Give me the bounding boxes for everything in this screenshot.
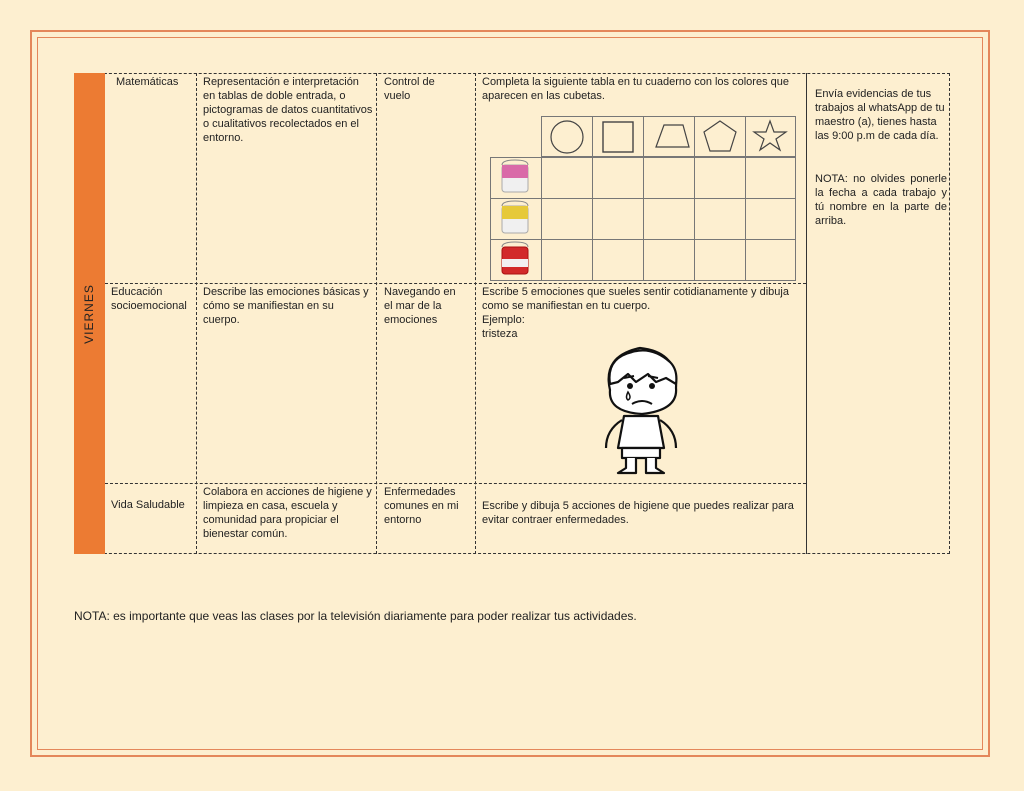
col-divider <box>376 73 377 554</box>
day-label: VIERNES <box>82 284 96 344</box>
subject-socioemotional: Educación socioemocional <box>111 286 187 312</box>
program-healthy-life: Enfermedades comunes en mi entorno <box>384 486 459 526</box>
activity-socioemotional: Escribe 5 emociones que sueles sentir cotidianamente y dibuja como se manifiestan en tu cuerpo. <box>482 286 789 312</box>
program-socioemotional: Navegando en el mar de la emociones <box>384 286 456 326</box>
activity-healthy-life: Escribe y dibuja 5 acciones de higiene que puedes realizar para evitar contraer enfermedades. <box>482 500 794 526</box>
col-divider <box>475 73 476 554</box>
pentagon-icon <box>704 121 736 151</box>
evidence-instructions: Envía evidencias de tus trabajos al whatsApp de tu maestro (a), tienes hasta las 9:00 p.m de cada día. <box>815 88 945 142</box>
circle-icon <box>551 121 583 153</box>
yellow-bucket-icon <box>490 198 541 239</box>
subject-healthy-life: Vida Saludable <box>111 499 185 511</box>
col-divider <box>196 73 197 554</box>
example-value: tristeza <box>482 328 518 340</box>
learning-healthy-life: Colabora en acciones de higiene y limpieza en casa, escuela y comunidad para propiciar el bienestar común. <box>203 486 372 540</box>
side-nota: NOTA: no olvides ponerle la fecha a cada trabajo y tú nombre en la parte de arriba. <box>815 173 947 227</box>
star-icon <box>754 121 786 150</box>
row-divider <box>105 483 806 484</box>
square-icon <box>603 122 633 152</box>
program-math: Control de vuelo <box>384 76 435 102</box>
bottom-note: NOTA: es importante que veas las clases por la televisión diariamente para poder realizar tus actividades. <box>74 609 637 623</box>
subject-math: Matemáticas <box>116 76 179 88</box>
color-shape-table <box>490 116 796 281</box>
activity-math: Completa la siguiente tabla en tu cuaderno con los colores que aparecen en las cubetas. <box>482 76 789 102</box>
sad-boy-illustration <box>592 340 692 480</box>
learning-math: Representación e interpretación en tablas de doble entrada, o pictogramas de datos cuantitativos o cualitativos recolectados en el entorno. <box>203 76 373 144</box>
red-bucket-icon <box>490 239 541 280</box>
example-label: Ejemplo: <box>482 314 525 326</box>
row-divider <box>105 283 806 284</box>
col-divider <box>806 73 807 554</box>
pink-bucket-icon <box>490 157 541 198</box>
learning-socioemotional: Describe las emociones básicas y cómo se manifiestan en su cuerpo. <box>203 286 369 326</box>
trapezoid-icon <box>656 125 689 147</box>
